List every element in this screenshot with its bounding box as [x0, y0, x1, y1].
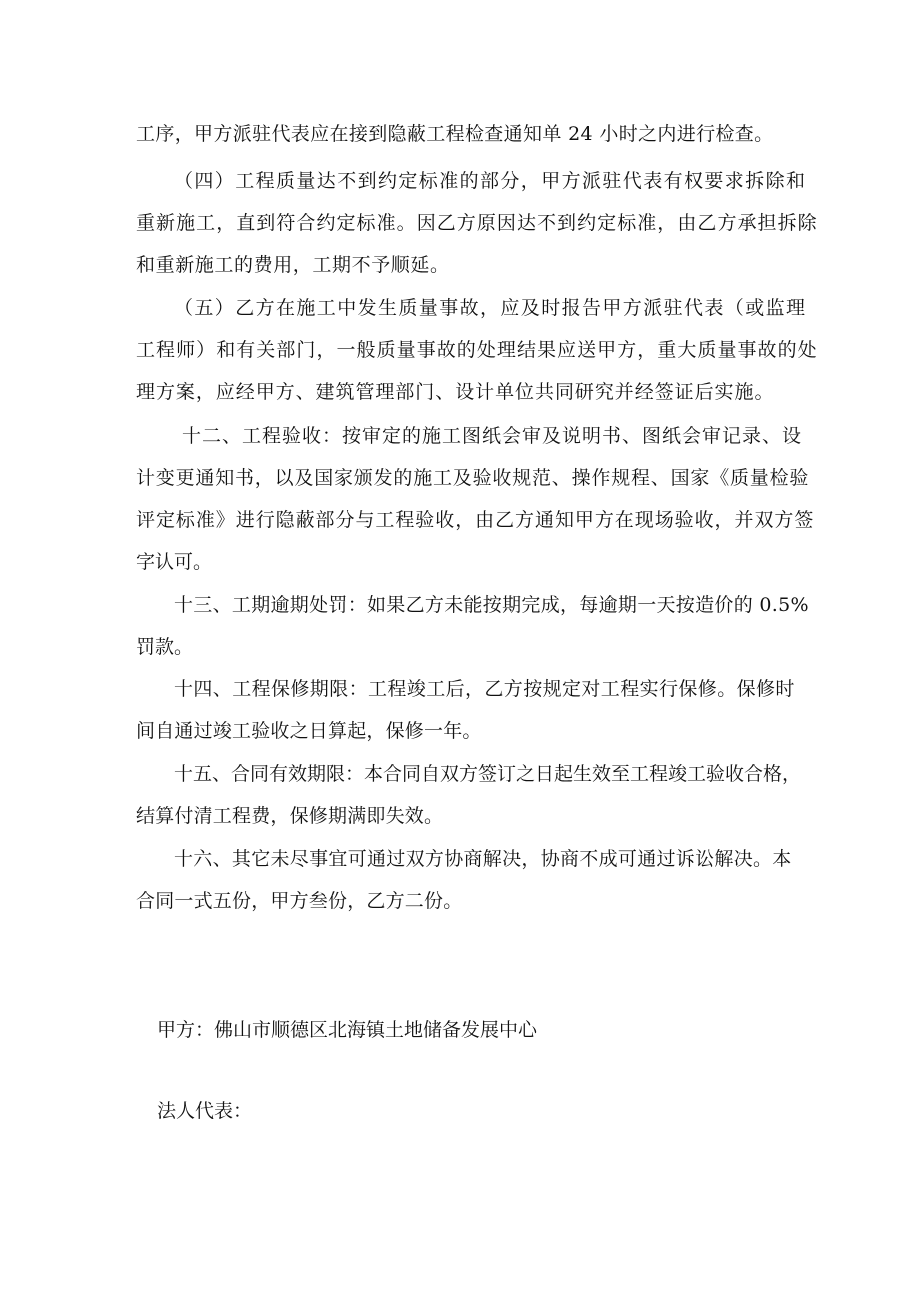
text-line: 理方案，应经甲方、建筑管理部门、设计单位共同研究并经签证后实施。: [136, 381, 775, 403]
paragraph-clause-14: [136, 668, 812, 752]
paragraph-clause-12: [136, 415, 815, 583]
text-line: （四）工程质量达不到约定标准的部分，甲方派驻代表有权要求拆除和: [174, 170, 807, 192]
text-line: 重新施工，直到符合约定标准。因乙方原因达不到约定标准，由乙方承担拆除: [136, 212, 818, 234]
text-line: 十二、工程验收：按审定的施工图纸会审及说明书、图纸会审记录、设: [182, 425, 803, 447]
text-line: 十三、工期逾期处罚：如果乙方未能按期完成，每逾期一天按造价的 0.5%: [174, 594, 809, 616]
paragraph-clause-16: [136, 838, 812, 922]
text-line: 工序，甲方派驻代表应在接到隐蔽工程检查通知单 24 小时之内进行检查。: [136, 123, 774, 145]
text-line: 计变更通知书，以及国家颁发的施工及验收规范、操作规程、国家《质量检验: [136, 467, 810, 489]
paragraph-clause-5: [136, 287, 818, 413]
text-line: 和重新施工的费用，工期不予顺延。: [136, 254, 450, 276]
text-line: 间自通过竣工验收之日算起，保修一年。: [136, 720, 482, 742]
text-line: 合同一式五份，甲方叁份，乙方二份。: [136, 890, 463, 912]
paragraph-continuation: [136, 113, 812, 155]
text-line: 评定标准》进行隐蔽部分与工程验收，由乙方通知甲方在现场验收，并双方签: [136, 509, 815, 531]
paragraph-clause-15: [136, 753, 812, 837]
text-line: 十六、其它未尽事宜可通过双方协商解决，协商不成可通过诉讼解决。本: [174, 848, 792, 870]
text-line: 结算付清工程费，保修期满即失效。: [136, 805, 444, 827]
party-a-line: 甲方：佛山市顺德区北海镇土地储备发展中心: [157, 1019, 538, 1041]
text-line: 罚款。: [136, 636, 194, 658]
paragraph-clause-13: [136, 584, 812, 668]
paragraph-clause-4: [136, 160, 818, 286]
text-line: 十四、工程保修期限：工程竣工后，乙方按规定对工程实行保修。保修时: [174, 678, 795, 700]
text-line: （五）乙方在施工中发生质量事故，应及时报告甲方派驻代表（或监理: [174, 297, 807, 319]
legal-representative-label: 法人代表：: [157, 1100, 253, 1122]
text-line: 字认可。: [136, 551, 213, 573]
text-line: 十五、合同有效期限：本合同自双方签订之日起生效至工程竣工验收合格，: [174, 763, 802, 785]
text-line: 工程师）和有关部门，一般质量事故的处理结果应送甲方，重大质量事故的处: [136, 339, 818, 361]
